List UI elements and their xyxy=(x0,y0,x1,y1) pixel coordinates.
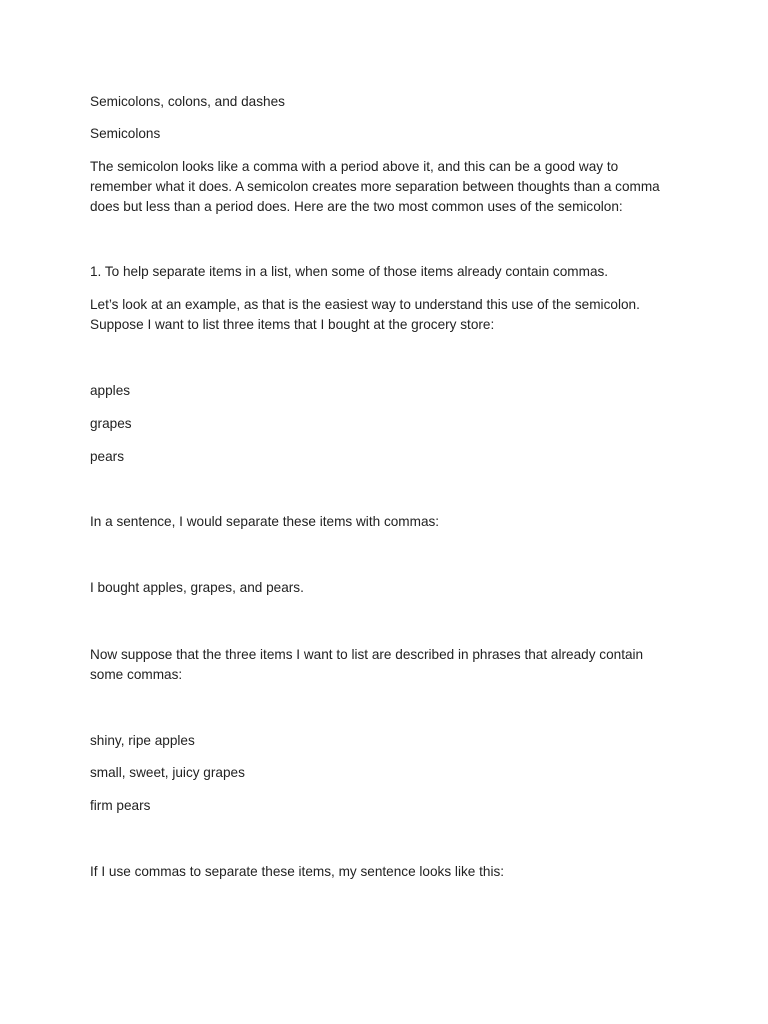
example-intro-line-1: Let’s look at an example, as that is the easiest way to understand this use of the semicolon. xyxy=(90,297,640,312)
list-item: small, sweet, juicy grapes xyxy=(90,765,245,780)
list-item: apples xyxy=(90,383,131,398)
list-item: pears xyxy=(90,449,125,464)
document-title: Semicolons, colons, and dashes xyxy=(90,94,285,109)
phrase-intro-line-1: Now suppose that the three items I want to list are described in phrases that already contain xyxy=(90,647,644,662)
closing-line: If I use commas to separate these items, my sentence looks like this: xyxy=(90,864,505,879)
phrase-intro-line-2: some commas: xyxy=(90,667,183,682)
section-heading: Semicolons xyxy=(90,126,161,141)
use-one-heading: 1. To help separate items in a list, when some of those items already contain commas. xyxy=(90,264,609,279)
list-item: grapes xyxy=(90,416,132,431)
list-item: firm pears xyxy=(90,798,151,813)
intro-line-1: The semicolon looks like a comma with a period above it, and this can be a good way to xyxy=(90,159,619,174)
comma-sentence-intro: In a sentence, I would separate these items with commas: xyxy=(90,514,440,529)
list-item: shiny, ripe apples xyxy=(90,733,195,748)
intro-line-2: remember what it does. A semicolon creates more separation between thoughts than a comma xyxy=(90,179,660,194)
example-intro-line-2: Suppose I want to list three items that I bought at the grocery store: xyxy=(90,317,495,332)
comma-sentence: I bought apples, grapes, and pears. xyxy=(90,580,304,595)
intro-line-3: does but less than a period does. Here are the two most common uses of the semicolon: xyxy=(90,199,623,214)
